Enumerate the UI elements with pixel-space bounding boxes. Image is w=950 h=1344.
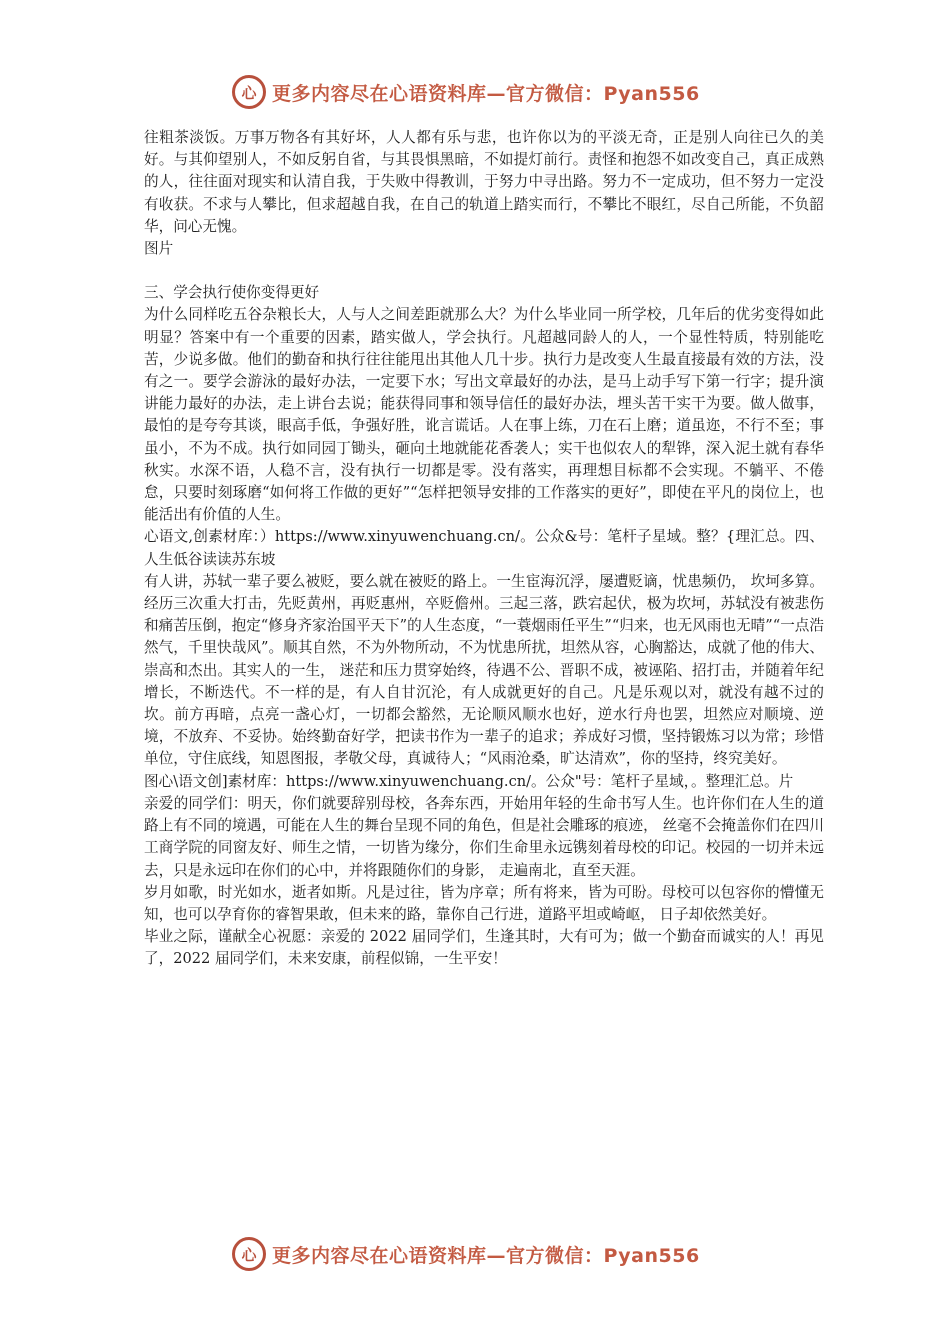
source-note: 心语文,创素材库：）https://www.xinyuwenchuang.cn/。公众&号：笔杆子星域。整？{理汇总。四、人生低谷读读苏东坡 (144, 528, 824, 568)
logo-icon: 心 (232, 75, 266, 109)
paragraph: 为什么同样吃五谷杂粮长大，人与人之间差距就那么大？为什么毕业同一所学校，几年后的优劣变得如此明显？答案中有一个重要的因素，踏实做人，学会执行。凡超越同龄人的人，一个显性特质，特别能吃苦，少说多做。他们的勤奋和执行往往能甩出其他人几十步。执行力是改变人生最直接最有效的方法，没有之一。要学会游泳的最好办法，一定要下水；写出文章最好的办法，是马上动手写下第一行字；提升演讲能力最好的办法，走上讲台去说；能获得同事和领导信任的最好办法，埋头苦干实干为要。做人做事，最怕的是夸夸其谈，眼高手低，争强好胜，讹言谎话。人在事上练，刀在石上磨；道虽迩，不行不至；事虽小，不为不成。执行如同园丁锄头，砸向土地就能花香袭人；实干也似农人的犁铧，深入泥土就有春华秋实。水深不语，人稳不言，没有执行一切都是零。没有落实，再理想目标都不会实现。不躺平、不倦怠，只要时刻琢磨“如何将工作做的更好”“怎样把领导安排的工作落实的更好”，即使在平凡的岗位上，也能活出有价值的人生。 (144, 306, 824, 524)
section-heading: 三、学会执行使你变得更好 (144, 284, 320, 302)
footer-watermark-banner (232, 1236, 700, 1272)
source-note: 图心\语文创]素材库：https://www.xinyuwenchuang.cn/。公众"号：笔杆子星域，。整理汇总。片 (144, 772, 794, 790)
image-placeholder-label: 图片 (144, 240, 174, 258)
paragraph: 有人讲，苏轼一辈子要么被贬，要么就在被贬的路上。一生宦海沉浮，屡遭贬谪，忧患频仍， 坎坷多算。经历三次重大打击，先贬黄州，再贬惠州，卒贬儋州。三起三落，跌宕起伏，极为坎坷，苏轼没有被悲伤和痛苦压倒，抱定“修身齐家治国平天下”的人生态度，“一蓑烟雨任平生”“归来，也无风雨也无晴”“一点浩然气，千里快哉风”。顺其自然，不为外物所动，不为忧患所扰，坦然从容，心胸豁达，成就了他的伟大、崇高和杰出。其实人的一生， 迷茫和压力贯穿始终，待遇不公、晋职不成，被诬陷、招打击，并随着年纪增长，不断迭代。不一样的是，有人自甘沉沦，有人成就更好的自己。凡是乐观以对，就没有越不过的坎。前方再暗，点亮一盏心灯，一切都会豁然，无论顺风顺水也好，逆水行舟也罢，坦然应对顺境、逆境，不放弃、不妥协。始终勤奋好学，把读书作为一辈子的追求；养成好习惯，坚持锻炼习以为常；珍惜单位，守住底线，知恩图报，孝敬父母，真诚待人；“风雨沧桑，旷达清欢”，你的坚持，终究美好。 (144, 572, 824, 768)
paragraph: 往粗茶淡饭。万事万物各有其好坏，人人都有乐与悲，也许你以为的平淡无奇，正是别人向往已久的美好。与其仰望别人，不如反躬自省，与其畏惧黑暗，不如提灯前行。责怪和抱怨不如改变自己，真正成熟的人，往往面对现实和认清自我，于失败中得教训，于努力中寻出路。努力不一定成功，但不努力一定没有收获。不求与人攀比，但求超越自我，在自己的轨道上踏实而行，不攀比不眼红，尽自己所能，不负韶华，问心无愧。 (144, 129, 824, 235)
footer-watermark-text: 更多内容尽在心语资料库—官方微信：Pyan556 (272, 1244, 700, 1267)
paragraph: 岁月如歌，时光如水，逝者如斯。凡是过往，皆为序章；所有将来，皆为可盼。母校可以包容你的懵懂无知，也可以孕育你的睿智果敢，但未来的路，靠你自己行进，道路平坦或崎岖， 日子却依然美好。 (144, 883, 824, 923)
paragraph: 亲爱的同学们：明天，你们就要辞别母校，各奔东西，开始用年轻的生命书写人生。也许你们在人生的道路上有不同的境遇，可能在人生的舞台呈现不同的角色，但是社会雕琢的痕迹， 丝毫不会掩盖你们在四川工商学院的同窗友好、师生之情，一切皆为缘分，你们生命里永远镌刻着母校的印记。校园的一切并未远去，只是永远印在你们的心中，并将跟随你们的身影， 走遍南北，直至天涯。 (144, 794, 824, 879)
header-watermark-banner (232, 74, 700, 110)
paragraph: 毕业之际，谨献全心祝愿：亲爱的 2022 届同学们，生逢其时，大有可为；做一个勤奋而诚实的人！再见了，2022 届同学们，未来安康，前程似锦，一生平安！ (144, 928, 824, 968)
logo-icon: 心 (232, 1237, 266, 1271)
document-body (144, 127, 824, 971)
header-watermark-text: 更多内容尽在心语资料库—官方微信：Pyan556 (272, 82, 700, 105)
